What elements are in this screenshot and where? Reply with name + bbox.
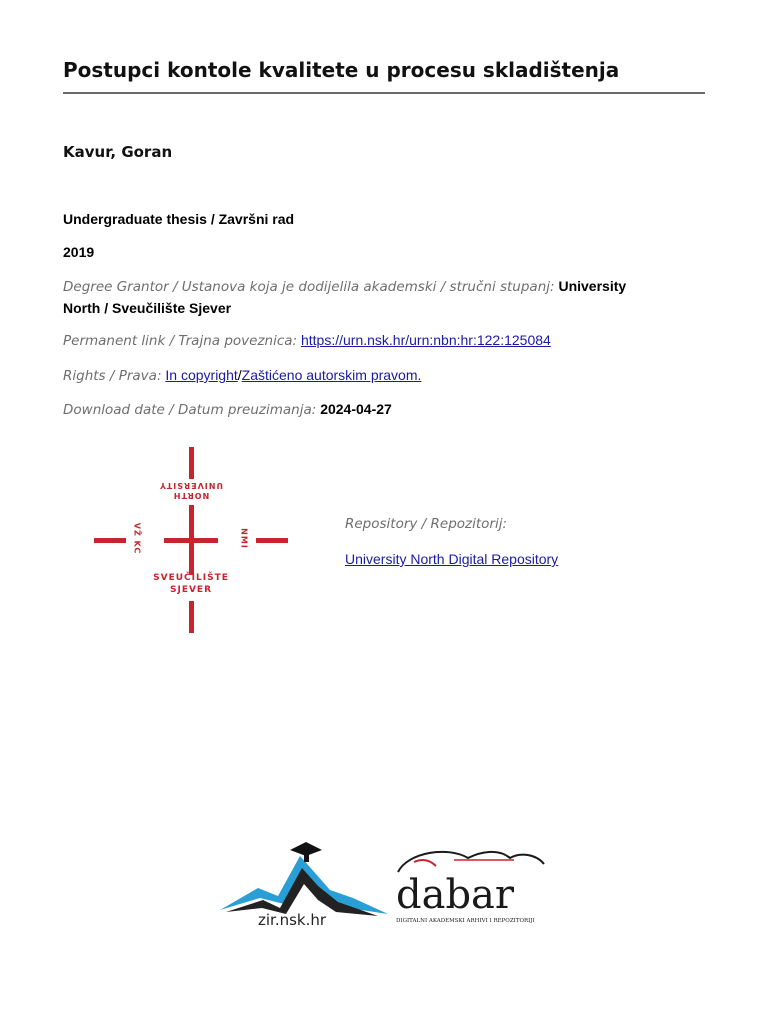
dabar-subtitle: DIGITALNI AKADEMSKI ARHIVI I REPOZITORIJI	[396, 918, 535, 924]
logo-text-left: VŽ KC	[132, 522, 142, 555]
rights-link-copyright[interactable]: In copyright	[165, 367, 238, 383]
title-divider	[63, 92, 705, 94]
rights-separator: /	[237, 367, 242, 383]
dabar-text: dabar	[396, 872, 515, 918]
document-year: 2019	[63, 244, 95, 260]
rights	[63, 365, 683, 387]
logo-text-university: UNIVERSITY	[159, 481, 223, 490]
degree-grantor-label: Degree Grantor / Ustanova koja je dodijelila akademski / stručni stupanj:	[63, 279, 555, 295]
document-type: Undergraduate thesis / Završni rad	[63, 211, 295, 227]
repository-label: Repository / Repozitorij:	[345, 516, 508, 532]
university-north-logo	[90, 445, 292, 637]
logo-text-north: NORTH	[172, 491, 210, 500]
dabar-beaver-icon	[398, 852, 544, 872]
permanent-link-label: Permanent link / Trajna poveznica:	[63, 333, 298, 349]
footer-logos	[218, 838, 553, 933]
degree-grantor-value-1: University	[558, 278, 627, 294]
degree-grantor	[63, 276, 683, 319]
university-cross-icon	[90, 445, 292, 637]
permanent-link-url[interactable]: https://urn.nsk.hr/urn:nbn:hr:122:125084	[300, 332, 551, 348]
rights-label: Rights / Prava:	[63, 368, 162, 384]
download-date-label: Download date / Datum preuzimanja:	[63, 402, 317, 418]
author-name: Kavur, Goran	[63, 143, 173, 161]
zir-mountain-icon	[220, 842, 388, 916]
degree-grantor-value-2: North / Sveučilište Sjever	[63, 300, 232, 316]
logo-text-sveuciliste: SVEUČILIŠTE	[153, 573, 229, 583]
zir-dabar-logos	[218, 838, 553, 933]
rights-link-zasticeno[interactable]: Zaštićeno autorskim pravom.	[241, 367, 422, 383]
download-date-value: 2024-04-27	[320, 401, 392, 417]
download-date	[63, 399, 683, 421]
permanent-link	[63, 330, 683, 352]
logo-text-sjever: SJEVER	[169, 585, 213, 595]
zir-text: zir.nsk.hr	[258, 911, 327, 929]
repository-link[interactable]: University North Digital Repository	[345, 551, 559, 567]
page-title: Postupci kontole kvalitete u procesu skladištenja	[63, 58, 620, 82]
logo-text-right: NMI	[239, 528, 249, 549]
